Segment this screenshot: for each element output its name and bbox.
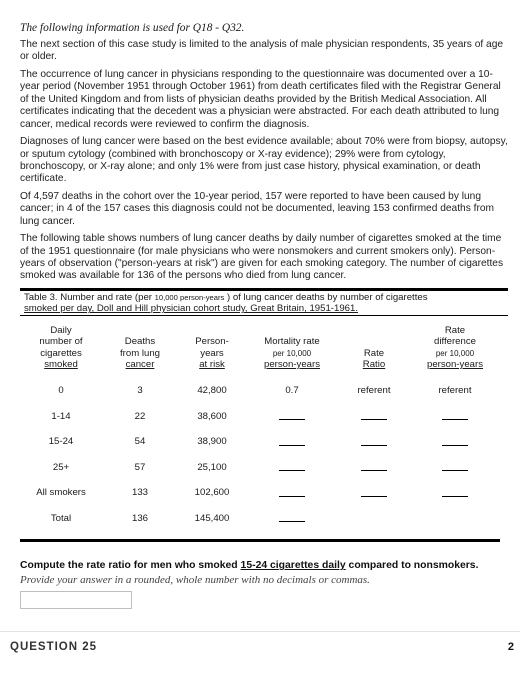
- table-row: [20, 506, 500, 532]
- question-number-label: QUESTION 25: [10, 641, 98, 653]
- table-row: [20, 455, 500, 481]
- mortality-rate-cell: 0.7: [285, 385, 299, 397]
- mortality-rate-cell: [246, 404, 338, 430]
- paragraph-4: Of 4,597 deaths in the cohort over the 10-year period, 157 were reported to have been caused by lung cancer; in 4 of the 157 cases this diagnosis could not be documented, leaving 153 confirmed deaths from lung cancer.: [20, 190, 495, 227]
- rate-difference-cell: [410, 429, 500, 455]
- answer-blank: [279, 511, 305, 522]
- deaths-cell: 133: [131, 487, 148, 499]
- answer-blank: [279, 435, 305, 446]
- table-3: [20, 288, 508, 542]
- category-cell: All smokers: [36, 487, 86, 499]
- answer-blank: [361, 435, 387, 446]
- table-header-row: [20, 324, 500, 378]
- mortality-rate-cell: [246, 429, 338, 455]
- intro-heading: The following information is used for Q18 - Q32.: [20, 22, 245, 34]
- mortality-rate-cell: [246, 506, 338, 532]
- category-cell: 15-24: [48, 436, 74, 448]
- category-cell: 25+: [52, 461, 70, 473]
- table-bottom-rule: [20, 539, 500, 542]
- rate-difference-cell: [410, 404, 500, 430]
- paragraph-1: The next section of this case study is limited to the analysis of male physician respondents, 35 years of age or older.: [20, 39, 504, 63]
- header-rate-ratio: Rate Ratio: [362, 347, 386, 370]
- rate-ratio-cell: [338, 480, 410, 506]
- answer-blank: [279, 486, 305, 497]
- rate-difference-cell: [410, 455, 500, 481]
- rate-ratio-cell: referent: [357, 385, 391, 397]
- person-years-cell: 102,600: [194, 487, 230, 499]
- footer-divider: [0, 631, 520, 632]
- header-rate-difference: Rate difference per 10,000 person-years: [427, 324, 483, 370]
- table-row: [20, 404, 500, 430]
- answer-blank: [442, 486, 468, 497]
- answer-blank: [361, 460, 387, 471]
- lung-cancer-table: [20, 324, 500, 531]
- question-instructions: Provide your answer in a rounded, whole number with no decimals or commas.: [20, 574, 370, 587]
- person-years-cell: 38,600: [197, 410, 227, 422]
- category-cell: 1-14: [51, 410, 71, 422]
- table-row: [20, 378, 500, 404]
- answer-blank: [361, 409, 387, 420]
- category-cell: Total: [50, 512, 72, 524]
- deaths-cell: 3: [137, 385, 143, 397]
- category-cell: 0: [58, 385, 64, 397]
- person-years-cell: 25,100: [197, 461, 227, 473]
- rate-ratio-cell: [338, 404, 410, 430]
- answer-blank: [442, 435, 468, 446]
- deaths-cell: 22: [134, 410, 146, 422]
- header-mortality-rate: Mortality rate per 10,000 person-years: [264, 336, 320, 370]
- rate-ratio-cell: [338, 429, 410, 455]
- document-page: [20, 22, 508, 586]
- header-person-years: Person- years at risk: [195, 336, 229, 370]
- table-caption: Table 3. Number and rate (per 10,000 person-years ) of lung cancer deaths by number of cigarettes smoked per day, Doll and Hill physician cohort study, Great Britain, 1951-1961.: [20, 291, 508, 316]
- rate-difference-cell: referent: [438, 385, 472, 397]
- person-years-cell: 38,900: [197, 436, 227, 448]
- paragraph-5: The following table shows numbers of lung cancer deaths by daily number of cigarettes smoked at the time of the 1951 questionnaire (for male physicians who were nonsmokers and current smokers only). Person-years of observation ("person-years at risk") are given for each smoking category. The number of cigarettes smoked was available for 136 of the persons who died from lung cancer.: [20, 233, 504, 282]
- deaths-cell: 57: [134, 461, 146, 473]
- deaths-cell: 136: [131, 512, 148, 524]
- person-years-cell: 145,400: [194, 512, 230, 524]
- deaths-cell: 54: [134, 436, 146, 448]
- header-deaths: Deaths from lung cancer: [120, 336, 160, 370]
- answer-blank: [442, 460, 468, 471]
- rate-difference-cell: [410, 480, 500, 506]
- mortality-rate-cell: [246, 455, 338, 481]
- answer-blank: [279, 409, 305, 420]
- rate-ratio-cell: [338, 455, 410, 481]
- table-body: [20, 378, 500, 531]
- question-prompt: Compute the rate ratio for men who smoked 15-24 cigarettes daily compared to nonsmokers.: [20, 560, 479, 572]
- header-daily-cigarettes: Daily number of cigarettes smoked: [39, 324, 83, 370]
- table-row: [20, 480, 500, 506]
- page-number: 2: [507, 641, 514, 653]
- paragraph-2: The occurrence of lung cancer in physicians responding to the questionnaire was documented over a 10-year period (November 1951 through October 1961) from death certificates filed with the Registrar General of the United Kingdom and from lists of physician deaths provided by the British Medical Association. All certificates indicating that the decedent was a physician were abstracted. For each death attributed to lung cancer, medical records were reviewed to confirm the diagnosis.: [20, 68, 501, 130]
- answer-blank: [361, 486, 387, 497]
- table-row: [20, 429, 500, 455]
- answer-blank: [442, 409, 468, 420]
- rate-ratio-cell: [338, 506, 410, 532]
- answer-input[interactable]: [20, 591, 132, 609]
- rate-difference-cell: [410, 506, 500, 532]
- mortality-rate-cell: [246, 480, 338, 506]
- answer-blank: [279, 460, 305, 471]
- paragraph-3: Diagnoses of lung cancer were based on the best evidence available; about 70% were from biopsy, autopsy, or sputum cytology (combined with bronchoscopy or X-ray evidence); 29% were from cytology, bronchoscopy, or X-ray alone; and only 1% were from just case history, physical examination, or death certificate.: [20, 136, 508, 185]
- person-years-cell: 42,800: [197, 385, 227, 397]
